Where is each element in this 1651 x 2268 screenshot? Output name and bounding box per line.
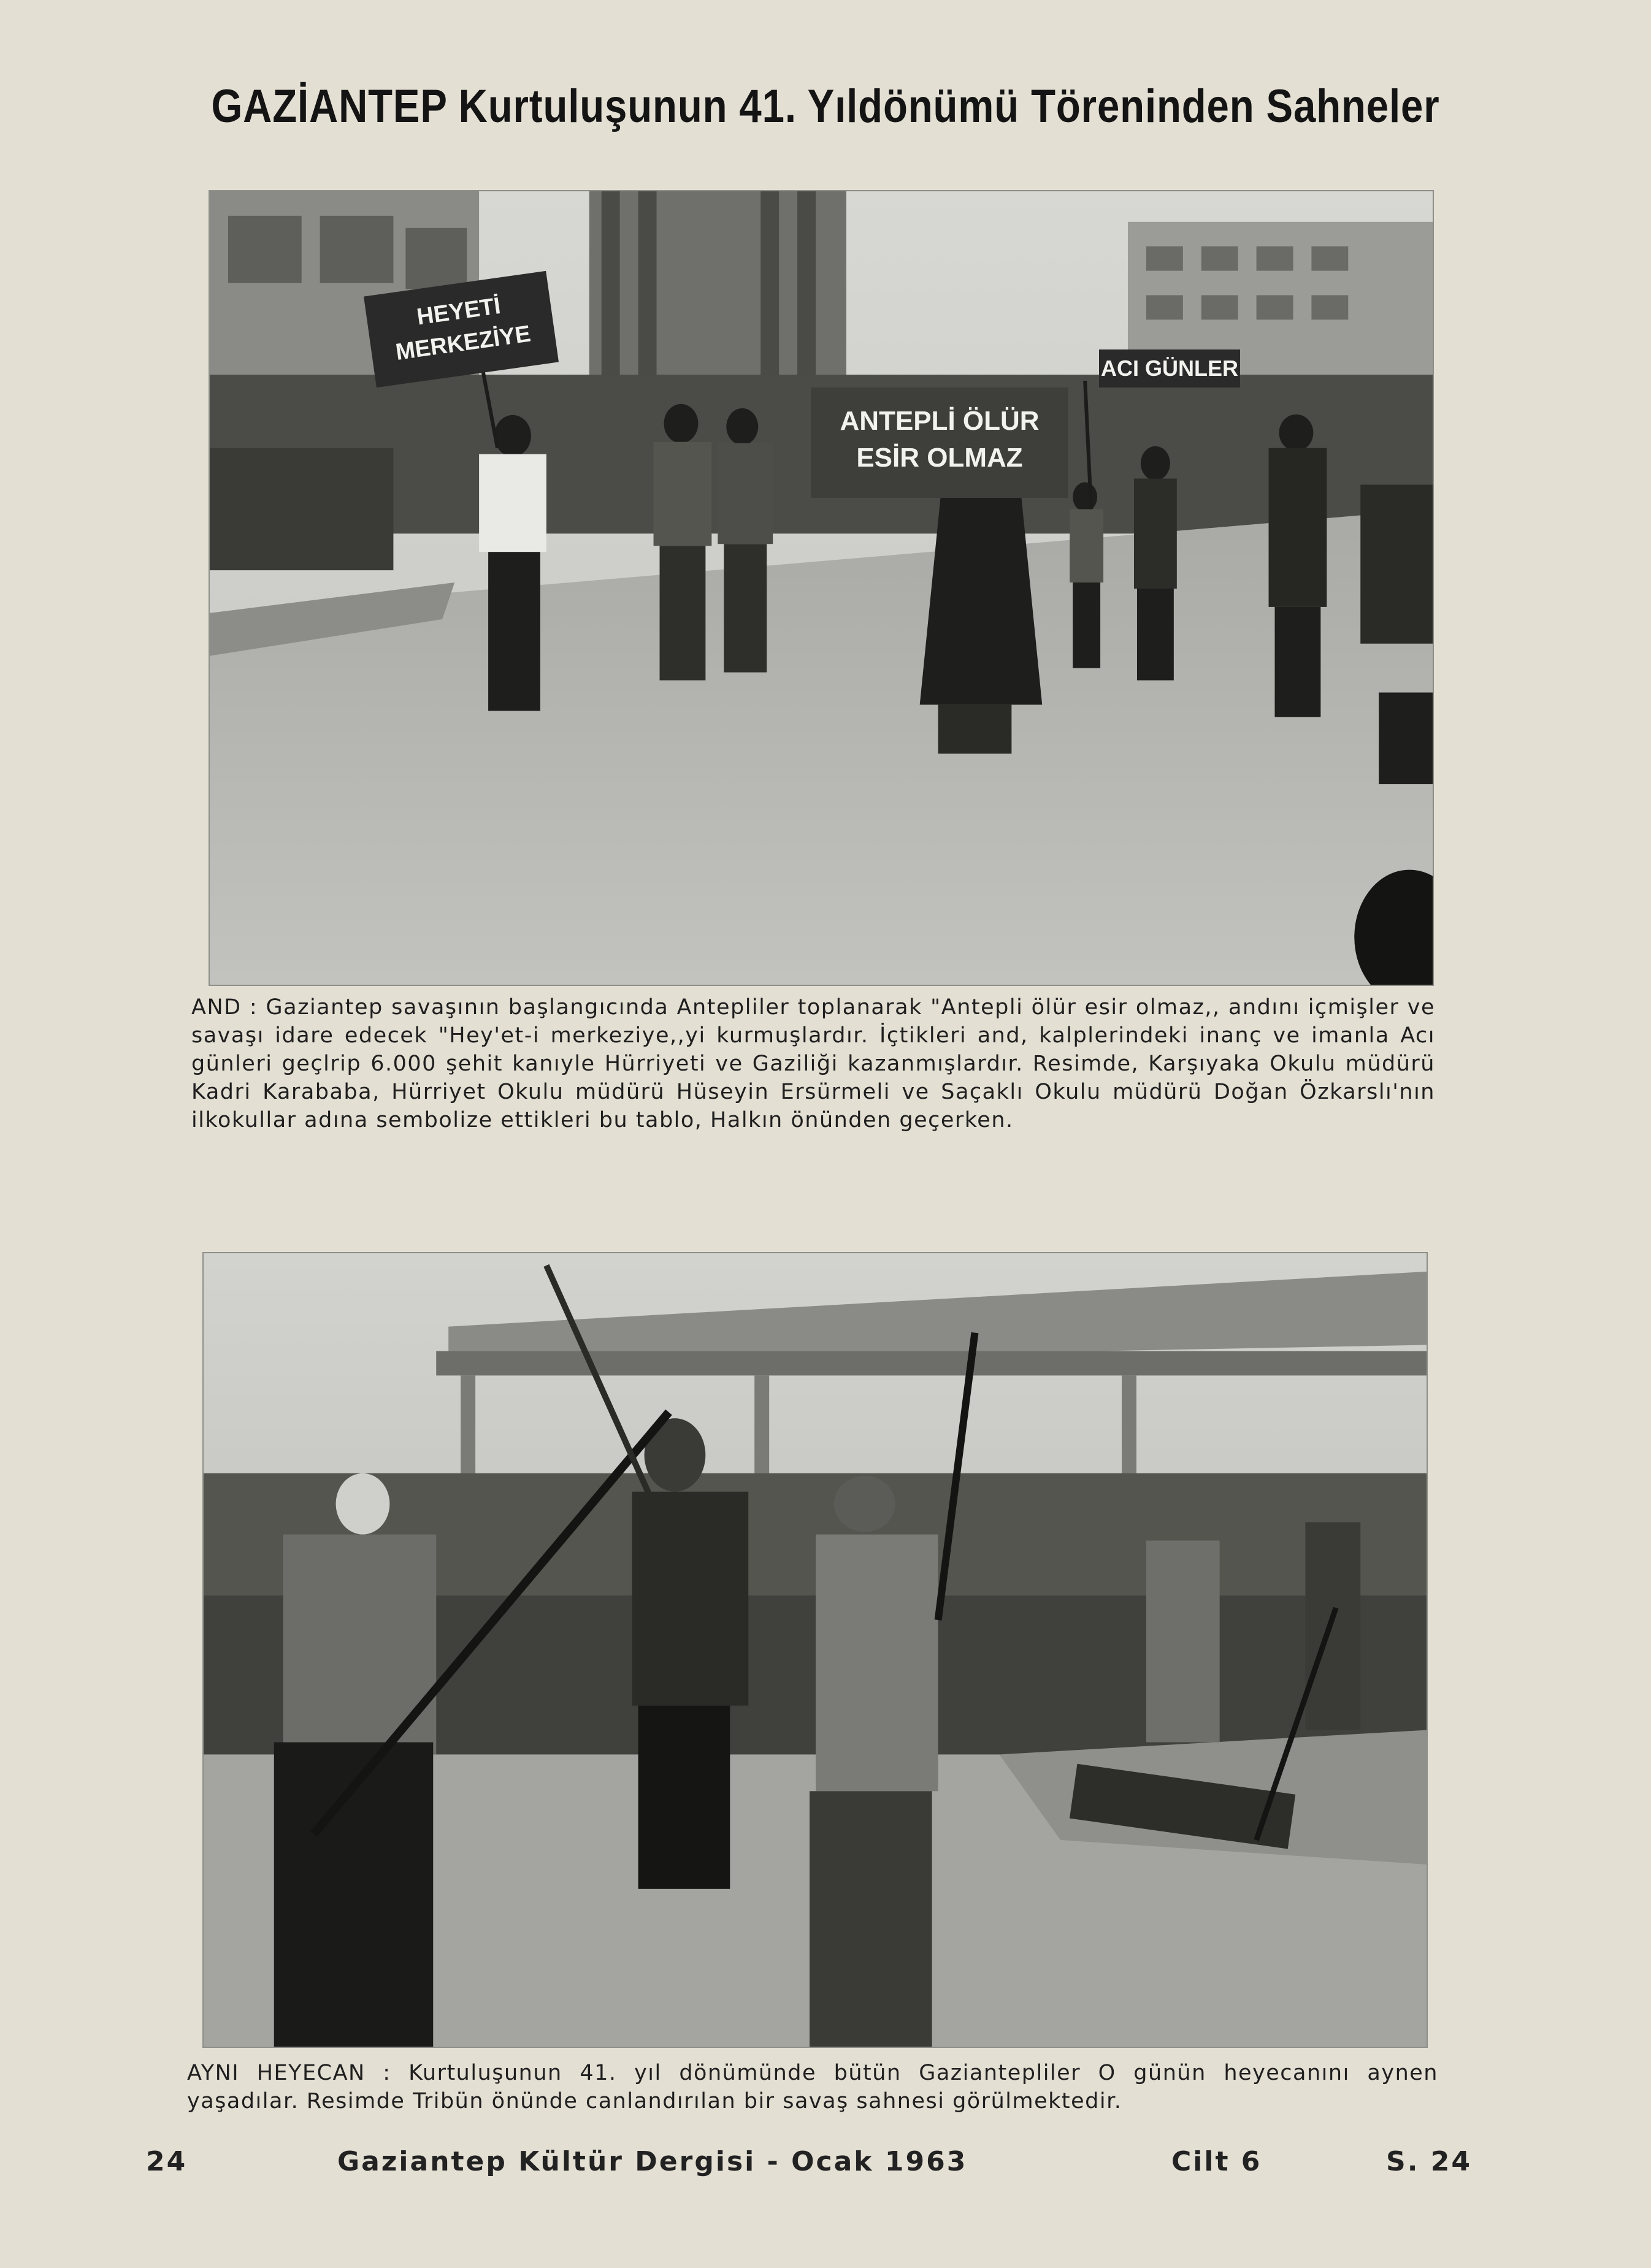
banner-antepli-olur (811, 388, 1068, 498)
caption-and (191, 993, 1435, 1134)
banner-left-line1: HEYETİ (415, 292, 502, 330)
banner-center-line2: ESİR OLMAZ (856, 443, 1023, 473)
caption-ayni-heyecan (187, 2059, 1438, 2115)
caption-ayni-heyecan-text: Kurtuluşunun 41. yıl dönümünde bütün Gaziantepliler O günün heyecanını aynen yaşadılar. Resimde Tribün önünde canlandırılan bir savaş sahnesi görülmektedir. (187, 2061, 1438, 2113)
caption-ayni-heyecan-label: AYNI HEYECAN : (187, 2061, 391, 2085)
footer-page-number-left: 24 (146, 2146, 188, 2177)
caption-and-label: AND : (191, 995, 258, 1020)
footer-page-number-right: S. 24 (1386, 2146, 1472, 2177)
parade-photo (209, 190, 1434, 986)
page-footer (0, 2146, 1651, 2183)
battle-scene-photo (202, 1252, 1428, 2048)
caption-and-text: Gaziantep savaşının başlangıcında Antepliler toplanarak "Antepli ölür esir olmaz,, andını içmişler ve savaşı idare edecek "Hey'et-i merkeziye,,yi kurmuşlardır. İçtikleri and, kalplerindeki inanç ve imanla Acı günleri geçlrip 6.000 şehit kanıyle Hürriyeti ve Gaziliği kazanmışlardır. Resimde, Karşıyaka Okulu müdürü Kadri Karababa, Hürriyet Okulu müdürü Hüseyin Ersürmeli ve Saçaklı Okulu müdürü Doğan Özkarslı'nın ilkokullar adına sembolize ettikleri bu tablo, Halkın önünden geçerken. (191, 995, 1435, 1132)
footer-volume: Cilt 6 (1171, 2146, 1262, 2177)
banner-aci-gunler: ACI GÜNLER (1099, 349, 1240, 388)
banner-center-line1: ANTEPLİ ÖLÜR (840, 406, 1040, 436)
battle-scene-photo-image (204, 1253, 1427, 2047)
footer-journal-name: Gaziantep Kültür Dergisi - Ocak 1963 (337, 2146, 968, 2177)
page-title: GAZİANTEP Kurtuluşunun 41. Yıldönümü Töreninden Sahneler (211, 80, 1440, 132)
banner-left-line2: MERKEZİYE (394, 321, 532, 366)
